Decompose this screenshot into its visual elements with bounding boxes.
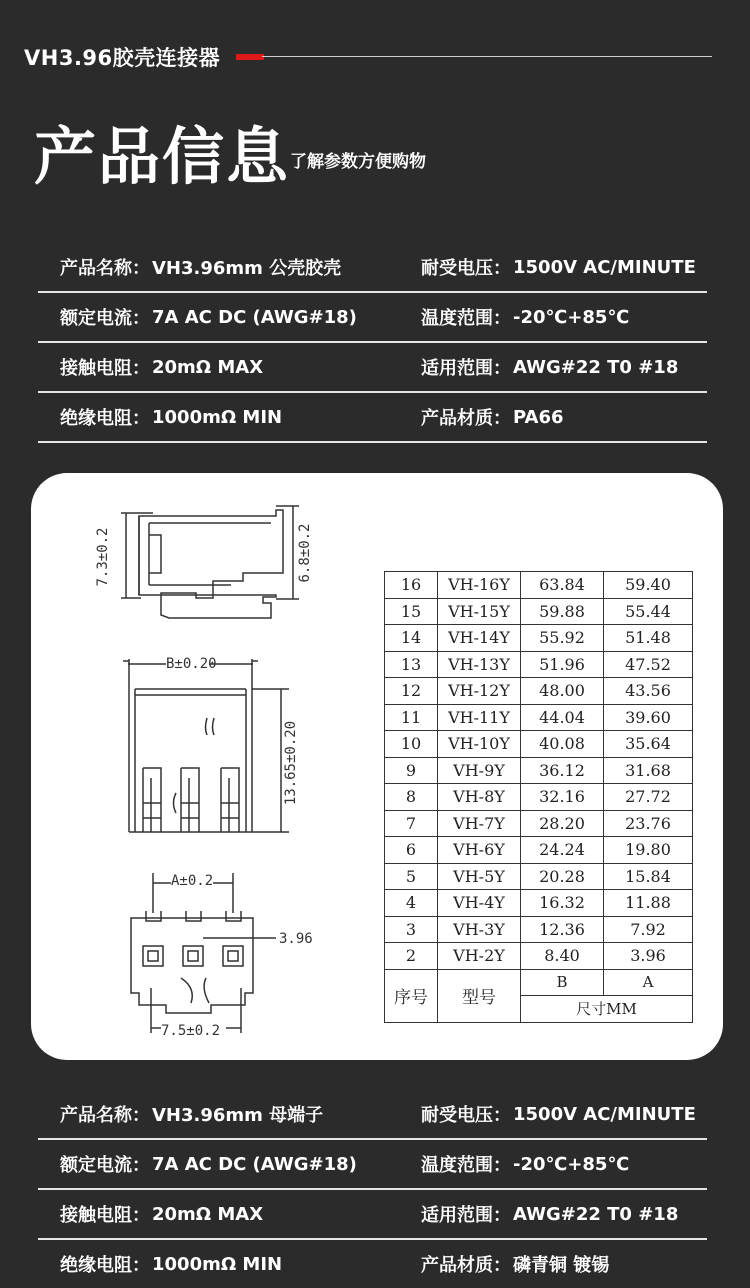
- row-model: VH-10Y: [438, 731, 521, 758]
- row-a: 51.48: [604, 625, 693, 652]
- spec-value: AWG#22 T0 #18: [513, 1203, 679, 1225]
- row-no: 10: [385, 731, 438, 758]
- row-b: 40.08: [521, 731, 604, 758]
- spec-key: 额定电流：: [60, 308, 150, 329]
- spec-key: 产品材质：: [421, 1255, 511, 1276]
- spec-value: -20℃+85℃: [513, 1153, 630, 1175]
- row-model: VH-9Y: [438, 757, 521, 784]
- spec-value: 磷青铜 镀锡: [513, 1255, 610, 1276]
- row-b: 32.16: [521, 784, 604, 811]
- spec-key: 耐受电压：: [421, 1105, 511, 1126]
- row-no: 5: [385, 863, 438, 890]
- table-row: [385, 837, 693, 864]
- row-no: 9: [385, 757, 438, 784]
- row-a: 43.56: [604, 678, 693, 705]
- dim-b: B±0.20: [166, 656, 217, 672]
- spec-row: [38, 1240, 707, 1288]
- spec-row: [38, 343, 707, 393]
- row-a: 59.40: [604, 572, 693, 599]
- row-b: 12.36: [521, 916, 604, 943]
- table-row: [385, 572, 693, 599]
- row-no: 4: [385, 890, 438, 917]
- header-a: A: [604, 969, 693, 996]
- spec-key: 产品名称：: [60, 258, 150, 279]
- row-a: 15.84: [604, 863, 693, 890]
- row-b: 51.96: [521, 651, 604, 678]
- spec-key: 温度范围：: [421, 1155, 511, 1176]
- table-row: [385, 757, 693, 784]
- table-row: [385, 916, 693, 943]
- header-size: 尺寸MM: [521, 996, 693, 1023]
- row-b: 36.12: [521, 757, 604, 784]
- row-b: 20.28: [521, 863, 604, 890]
- dim-depth: 13.65±0.20: [283, 720, 299, 806]
- row-b: 59.88: [521, 598, 604, 625]
- spec-key: 绝缘电阻：: [60, 1255, 150, 1276]
- technical-drawing-card: [31, 473, 723, 1060]
- row-a: 7.92: [604, 916, 693, 943]
- row-a: 19.80: [604, 837, 693, 864]
- table-row: [385, 784, 693, 811]
- row-no: 16: [385, 572, 438, 599]
- row-model: VH-6Y: [438, 837, 521, 864]
- top-view: [131, 873, 313, 1039]
- spec-value: 7A AC DC (AWG#18): [152, 1153, 357, 1175]
- row-model: VH-7Y: [438, 810, 521, 837]
- row-a: 55.44: [604, 598, 693, 625]
- product-series-title: VH3.96胶壳连接器: [24, 46, 221, 70]
- row-no: 2: [385, 943, 438, 970]
- side-view: [95, 506, 313, 618]
- spec-key: 接触电阻：: [60, 1205, 150, 1226]
- front-view: [123, 656, 299, 832]
- row-b: 44.04: [521, 704, 604, 731]
- row-a: 39.60: [604, 704, 693, 731]
- spec-value: 1500V AC/MINUTE: [513, 256, 696, 278]
- spec-value: VH3.96mm 公壳胶壳: [152, 258, 342, 279]
- row-b: 8.40: [521, 943, 604, 970]
- table-row: [385, 651, 693, 678]
- row-model: VH-5Y: [438, 863, 521, 890]
- row-model: VH-3Y: [438, 916, 521, 943]
- row-no: 8: [385, 784, 438, 811]
- dim-base: 7.5±0.2: [161, 1023, 221, 1039]
- row-b: 16.32: [521, 890, 604, 917]
- row-b: 48.00: [521, 678, 604, 705]
- row-a: 23.76: [604, 810, 693, 837]
- dim-a: A±0.2: [171, 873, 214, 889]
- row-b: 28.20: [521, 810, 604, 837]
- header-model: 型号: [438, 969, 521, 1022]
- dim-height-2: 6.8±0.2: [297, 523, 313, 583]
- red-accent-bar: [236, 54, 264, 60]
- row-no: 12: [385, 678, 438, 705]
- table-row: [385, 678, 693, 705]
- spec-value: 7A AC DC (AWG#18): [152, 306, 357, 328]
- row-no: 13: [385, 651, 438, 678]
- dim-pitch: 3.96: [279, 931, 313, 947]
- row-b: 55.92: [521, 625, 604, 652]
- dimension-table: [384, 571, 693, 1023]
- header-b: B: [521, 969, 604, 996]
- connector-drawing: [31, 473, 381, 1060]
- row-no: 15: [385, 598, 438, 625]
- table-row: [385, 598, 693, 625]
- row-no: 7: [385, 810, 438, 837]
- dim-height-1: 7.3±0.2: [95, 527, 111, 587]
- row-b: 63.84: [521, 572, 604, 599]
- table-row: [385, 810, 693, 837]
- spec-row: [38, 293, 707, 343]
- header-no: 序号: [385, 969, 438, 1022]
- spec-value: PA66: [513, 406, 564, 428]
- spec-value: VH3.96mm 母端子: [152, 1105, 324, 1126]
- spec-row: [38, 393, 707, 443]
- row-model: VH-11Y: [438, 704, 521, 731]
- table-row: [385, 863, 693, 890]
- row-model: VH-16Y: [438, 572, 521, 599]
- spec-key: 适用范围：: [421, 1205, 511, 1226]
- row-model: VH-13Y: [438, 651, 521, 678]
- spec-key: 绝缘电阻：: [60, 408, 150, 429]
- spec-value: AWG#22 T0 #18: [513, 356, 679, 378]
- row-a: 47.52: [604, 651, 693, 678]
- spec-key: 额定电流：: [60, 1155, 150, 1176]
- spec-value: 20mΩ MAX: [152, 1203, 264, 1225]
- row-a: 11.88: [604, 890, 693, 917]
- section-subheading: 了解参数方便购物: [290, 152, 426, 172]
- row-a: 35.64: [604, 731, 693, 758]
- row-model: VH-8Y: [438, 784, 521, 811]
- row-model: VH-2Y: [438, 943, 521, 970]
- row-b: 24.24: [521, 837, 604, 864]
- table-row: [385, 943, 693, 970]
- row-a: 31.68: [604, 757, 693, 784]
- row-model: VH-12Y: [438, 678, 521, 705]
- row-no: 3: [385, 916, 438, 943]
- row-a: 27.72: [604, 784, 693, 811]
- spec-row: [38, 1140, 707, 1190]
- spec-key: 产品材质：: [421, 408, 511, 429]
- row-model: VH-14Y: [438, 625, 521, 652]
- spec-key: 产品名称：: [60, 1105, 150, 1126]
- table-row: [385, 704, 693, 731]
- section-heading: 产品信息: [34, 120, 291, 193]
- table-row: [385, 731, 693, 758]
- spec-table-housing: [38, 243, 707, 443]
- table-row: [385, 890, 693, 917]
- spec-table-terminal: [38, 1090, 707, 1288]
- row-no: 11: [385, 704, 438, 731]
- spec-key: 温度范围：: [421, 308, 511, 329]
- spec-value: -20℃+85℃: [513, 306, 630, 328]
- spec-row: [38, 1190, 707, 1240]
- row-no: 6: [385, 837, 438, 864]
- spec-value: 20mΩ MAX: [152, 356, 264, 378]
- row-model: VH-4Y: [438, 890, 521, 917]
- title-divider-line: [262, 56, 712, 57]
- spec-key: 接触电阻：: [60, 358, 150, 379]
- spec-row: [38, 243, 707, 293]
- spec-key: 适用范围：: [421, 358, 511, 379]
- spec-row: [38, 1090, 707, 1140]
- spec-key: 耐受电压：: [421, 258, 511, 279]
- spec-value: 1500V AC/MINUTE: [513, 1103, 696, 1125]
- row-a: 3.96: [604, 943, 693, 970]
- row-no: 14: [385, 625, 438, 652]
- spec-value: 1000mΩ MIN: [152, 406, 283, 428]
- spec-value: 1000mΩ MIN: [152, 1253, 283, 1275]
- table-row: [385, 625, 693, 652]
- row-model: VH-15Y: [438, 598, 521, 625]
